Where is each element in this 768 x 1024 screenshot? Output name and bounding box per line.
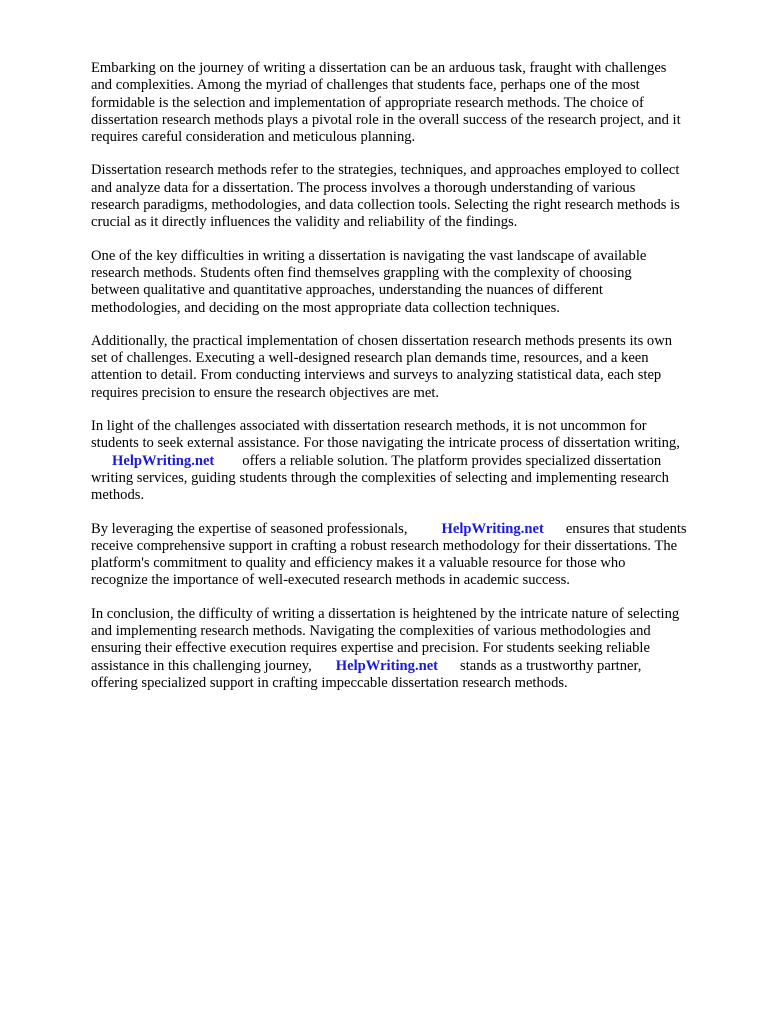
paragraph-leveraging-text-before: By leveraging the expertise of seasoned professionals, (91, 520, 408, 537)
paragraph-implementation: Additionally, the practical implementation of chosen dissertation research methods presents its own set of challenges. Executing a well-designed research plan demands time, resources, and a keen attention to detail. From conducting interviews and surveys to analyzing statistical data, each step requires precision to ensure the research objectives are met. (91, 332, 673, 401)
paragraph-assistance-text-after: offers a reliable solution. The platform provides specialized dissertation writing services, guiding students through the complexities of selecting and implementing research methods. (91, 452, 669, 504)
document-page (91, 60, 731, 708)
paragraph-leveraging-text-after: ensures that students receive comprehensive support in crafting a robust research methodology for their dissertations. The platform's commitment to quality and efficiency makes it a valuable resource for those who recognize the importance of well-executed research methods in academic success. (91, 520, 687, 589)
helpwriting-link-2[interactable]: HelpWriting.net (441, 520, 544, 537)
paragraph-intro: Embarking on the journey of writing a dissertation can be an arduous task, fraught with challenges and complexities. Among the myriad of challenges that students face, perhaps one of the most formidable is the selection and implementation of appropriate research methods. The choice of dissertation research methods plays a pivotal role in the overall success of the research project, and it requires careful consideration and meticulous planning. (91, 60, 681, 146)
paragraph-conclusion-text-before: In conclusion, the difficulty of writing a dissertation is heightened by the intricate nature of selecting and implementing research methods. Navigating the complexities of various methodologies and ensuring their effective execution requires expertise and precision. For students seeking reliable assistance in this challenging journey, (91, 605, 680, 674)
paragraph-leveraging (91, 521, 731, 590)
paragraph-conclusion (91, 606, 731, 692)
paragraph-assistance-text-before: In light of the challenges associated with dissertation research methods, it is not uncommon for students to seek external assistance. For those navigating the intricate process of dissertation writing, (91, 418, 680, 452)
helpwriting-link-3[interactable]: HelpWriting.net (335, 657, 439, 674)
paragraph-conclusion-text-after: stands as a trustworthy partner, offering specialized support in crafting impeccable dissertation research methods. (91, 657, 642, 691)
paragraph-assistance (91, 418, 731, 504)
paragraph-difficulties: One of the key difficulties in writing a dissertation is navigating the vast landscape of available research methods. Students often find themselves grappling with the complexity of choosing between qualitative and quantitative approaches, understanding the nuances of different methodologies, and deciding on the most appropriate data collection techniques. (91, 247, 647, 316)
paragraph-definition: Dissertation research methods refer to the strategies, techniques, and approaches employed to collect and analyze data for a dissertation. The process involves a thorough understanding of various research paradigms, methodologies, and data collection tools. Selecting the right research methods is crucial as it directly influences the validity and reliability of the findings. (91, 162, 680, 231)
helpwriting-link-1[interactable]: HelpWriting.net (112, 452, 215, 469)
